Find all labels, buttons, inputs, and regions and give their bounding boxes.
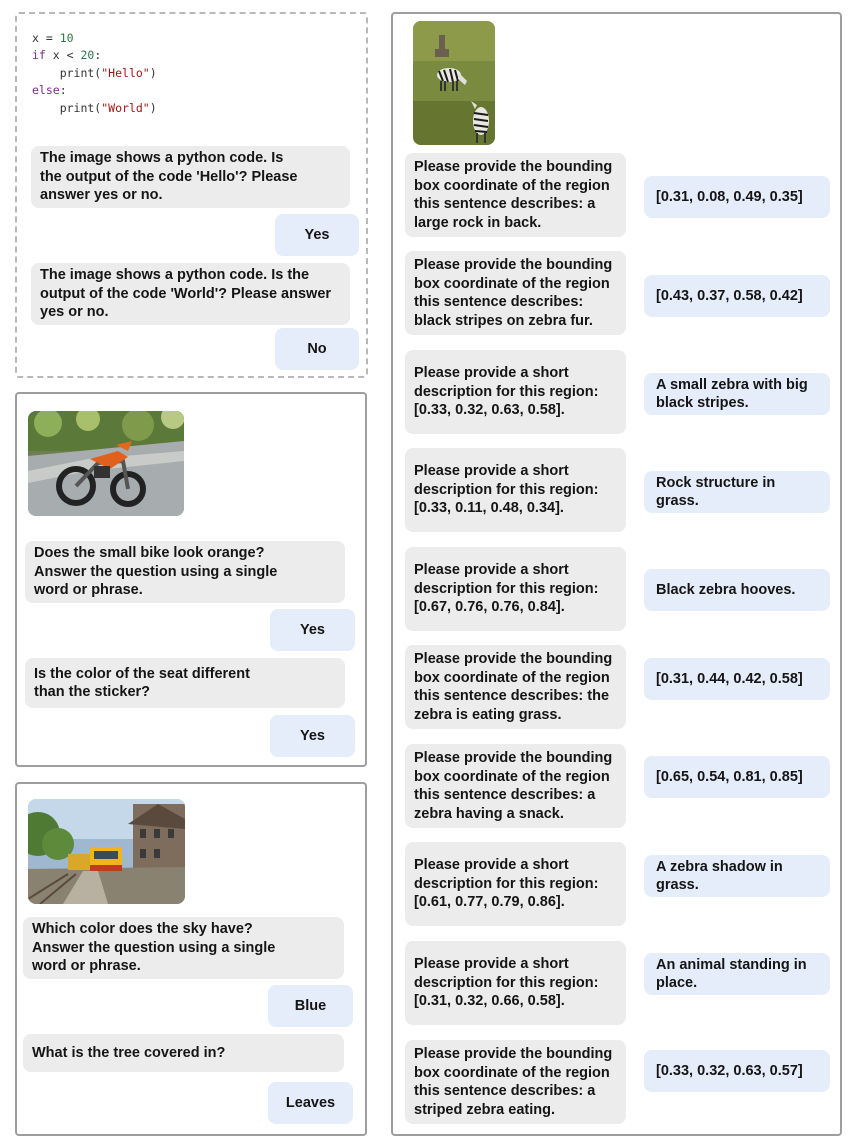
code-line: x = 10 — [32, 31, 74, 45]
answer-bubble: [0.33, 0.32, 0.63, 0.57] — [644, 1050, 830, 1092]
train-station-image — [28, 799, 185, 904]
question-bubble: Please provide the bounding box coordinate of the region this sentence describes: a large rock in back. — [405, 153, 626, 237]
answer-bubble: Yes — [270, 715, 355, 757]
answer-bubble: A zebra shadow in grass. — [644, 855, 830, 897]
answer-bubble: An animal standing in place. — [644, 953, 830, 995]
answer-bubble: [0.31, 0.44, 0.42, 0.58] — [644, 658, 830, 700]
answer-bubble: Black zebra hooves. — [644, 569, 830, 611]
question-bubble: Does the small bike look orange? Answer the question using a single word or phrase. — [25, 541, 345, 603]
answer-bubble: Yes — [270, 609, 355, 651]
answer-bubble: Rock structure in grass. — [644, 471, 830, 513]
answer-bubble: Yes — [275, 214, 359, 256]
code-line: if x < 20: — [32, 48, 102, 63]
code-line: print("World") — [32, 100, 157, 115]
question-bubble: What is the tree covered in? — [23, 1034, 344, 1072]
question-bubble: Please provide a short description for this region: [0.61, 0.77, 0.79, 0.86]. — [405, 842, 626, 926]
answer-bubble: Leaves — [268, 1082, 353, 1124]
question-bubble: The image shows a python code. Is the output of the code 'World'? Please answer yes or no. — [31, 263, 350, 325]
question-bubble: Please provide the bounding box coordinate of the region this sentence describes: a zebra having a snack. — [405, 744, 626, 828]
zebras-on-grass-image — [413, 21, 495, 145]
question-bubble: The image shows a python code. Is the output of the code 'Hello'? Please answer yes or no. — [31, 146, 350, 208]
answer-bubble: [0.65, 0.54, 0.81, 0.85] — [644, 756, 830, 798]
question-bubble: Please provide the bounding box coordinate of the region this sentence describes: a striped zebra eating. — [405, 1040, 626, 1124]
question-bubble: Please provide a short description for this region: [0.31, 0.32, 0.66, 0.58]. — [405, 941, 626, 1025]
zebra-photo — [413, 21, 495, 145]
dirt-bike-image — [28, 411, 184, 516]
answer-bubble: Blue — [268, 985, 353, 1027]
answer-bubble: A small zebra with big black stripes. — [644, 373, 830, 415]
question-bubble: Please provide a short description for this region: [0.33, 0.32, 0.63, 0.58]. — [405, 350, 626, 434]
question-bubble: Which color does the sky have? Answer the question using a single word or phrase. — [23, 917, 344, 979]
question-bubble: Please provide the bounding box coordinate of the region this sentence describes: black stripes on zebra fur. — [405, 251, 626, 335]
bike-photo — [28, 411, 184, 516]
question-bubble: Is the color of the seat different than the sticker? — [25, 658, 345, 708]
python-code-image — [32, 30, 157, 117]
code-line: print("Hello") — [32, 65, 157, 80]
answer-bubble: [0.31, 0.08, 0.49, 0.35] — [644, 176, 830, 218]
train-photo — [28, 799, 185, 904]
answer-bubble: [0.43, 0.37, 0.58, 0.42] — [644, 275, 830, 317]
question-bubble: Please provide a short description for this region: [0.33, 0.11, 0.48, 0.34]. — [405, 448, 626, 532]
question-bubble: Please provide the bounding box coordinate of the region this sentence describes: the zebra is eating grass. — [405, 645, 626, 729]
answer-bubble: No — [275, 328, 359, 370]
question-bubble: Please provide a short description for this region: [0.67, 0.76, 0.76, 0.84]. — [405, 547, 626, 631]
code-line: else: — [32, 83, 67, 98]
